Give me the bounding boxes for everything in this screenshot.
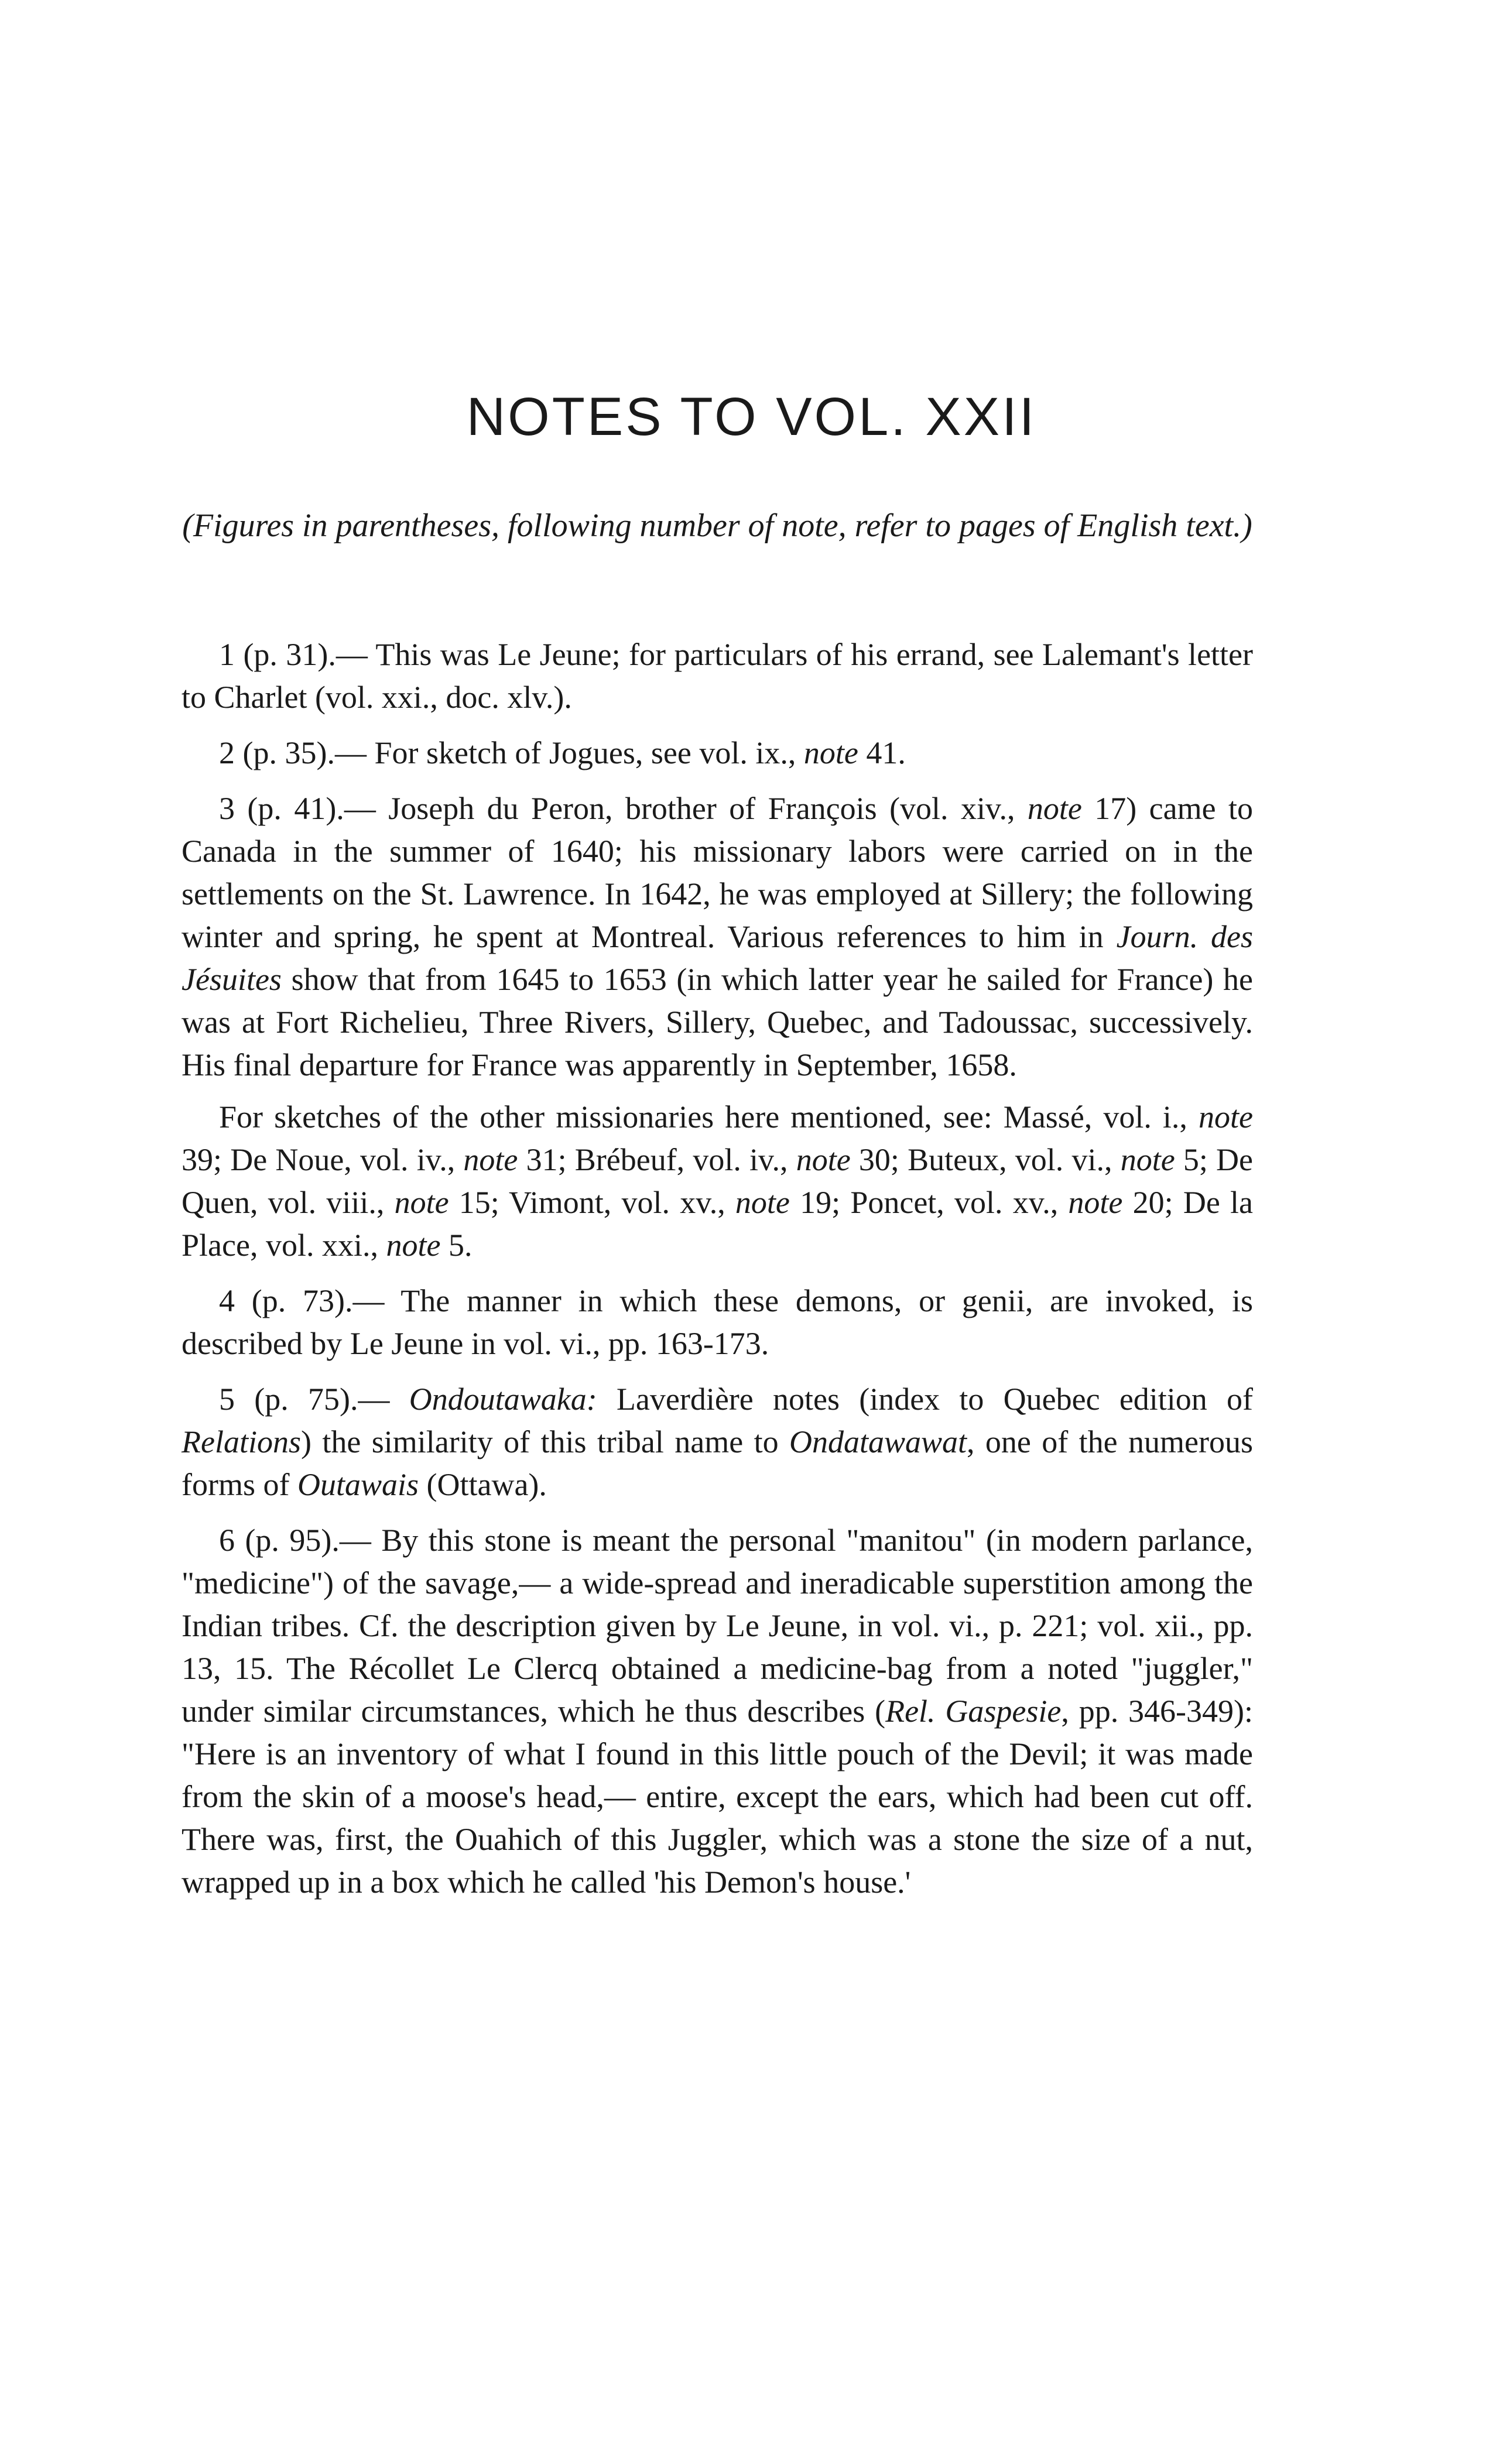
note-word: note	[1027, 791, 1082, 826]
note-text: 20; De la Place, vol. xxi.,	[182, 1185, 1253, 1263]
note-text: — The manner in which these demons, or genii, are invoked, is described by Le Jeune in vol. vi., pp. 163-173.	[182, 1283, 1254, 1361]
note-number: 4	[219, 1283, 235, 1318]
note-text: 41.	[858, 735, 906, 770]
note-5	[182, 1378, 1253, 1506]
note-text: , pp. 346-349): "Here is an inventory of what I found in this little pouch of the Devil; it was made from the skin of a moose's head,— entire, except the ears, which had been cut off. There was, first, the Ouahich of this Juggler, which was a stone the size of a nut, wrapped up in a box which he called 'his Demon's house.'	[182, 1694, 1254, 1900]
note-2	[182, 732, 1253, 775]
page-title: NOTES TO VOL. XXII	[466, 387, 1037, 447]
note-page-ref: (p. 73).	[251, 1283, 353, 1318]
note-text: 5.	[440, 1228, 473, 1263]
italic-text: Ondatawawat	[789, 1424, 967, 1459]
note-text: 17) came to Canada in the summer of 1640; his missionary labors were carried on in the settlements on the St. Lawrence. In 1642, he was employed at Sillery; the following winter and spring, he spent at Montreal. Various references to him in	[182, 791, 1254, 954]
note-body	[182, 1523, 1253, 1900]
note-text: 39; De Noue, vol. iv.,	[182, 1142, 464, 1177]
note-text: 31; Brébeuf, vol. iv.,	[518, 1142, 796, 1177]
note-number: 6	[219, 1523, 235, 1558]
note-page-ref: (p. 31).	[243, 637, 336, 672]
italic-text: Relations	[182, 1424, 301, 1459]
note-text: 15; Vimont, vol. xv.,	[448, 1185, 735, 1220]
journal-title: Journ. des Jésuites	[182, 919, 1253, 997]
note-4	[182, 1280, 1253, 1365]
note-text: — For sketch of Jogues, see vol. ix.,	[334, 735, 804, 770]
note-number: 3	[219, 791, 235, 826]
note-text: 19; Poncet, vol. xv.,	[789, 1185, 1069, 1220]
note-text: 30; Buteux, vol. vi.,	[850, 1142, 1121, 1177]
note-text: — By this stone is meant the personal "manitou" (in modern parlance, "medicine") of the savage,— a wide-spread and ineradicable superstition among the Indian tribes. Cf. the description given by Le Jeune, in vol. vi., p. 221; vol. xii., pp. 13, 15. The Récollet Le Clercq obtained a medicine-bag from a noted "juggler," under similar circumstances, which he thus describes (	[182, 1523, 1254, 1729]
italic-text: Ondoutawaka:	[409, 1382, 597, 1417]
note-text: (Ottawa).	[419, 1467, 547, 1502]
notes-list	[182, 633, 1253, 1917]
italic-text: Outawais	[297, 1467, 419, 1502]
note-number: 2	[219, 735, 235, 770]
note-text: Laverdière notes (index to Quebec edition of	[597, 1382, 1254, 1417]
italic-text: note	[735, 1185, 790, 1220]
note-3	[182, 787, 1253, 1087]
note-text: For sketches of the other missionaries here mentioned, see: Massé, vol. i.,	[219, 1099, 1199, 1135]
italic-text: note	[796, 1142, 851, 1177]
note-number: 5	[219, 1382, 235, 1417]
italic-text: note	[386, 1228, 441, 1263]
note-word: note	[803, 735, 858, 770]
italic-text: note	[463, 1142, 518, 1177]
note-page-ref: (p. 35).	[242, 735, 335, 770]
italic-text: note	[1120, 1142, 1175, 1177]
note-3-continuation	[182, 1096, 1253, 1267]
note-6	[182, 1519, 1253, 1904]
note-text: show that from 1645 to 1653 (in which latter year he sailed for France) he was at Fort Richelieu, Three Rivers, Sillery, Quebec, and Tadoussac, successively. His final departure for France was apparently in September, 1658.	[182, 962, 1253, 1082]
note-text: 5; De Quen, vol. viii.,	[182, 1142, 1254, 1220]
note-text: —	[358, 1382, 409, 1417]
note-number: 1	[219, 637, 235, 672]
note-text: — Joseph du Peron, brother of François (vol. xiv.,	[344, 791, 1028, 826]
italic-text: note	[1068, 1185, 1123, 1220]
note-text: ) the similarity of this tribal name to	[300, 1424, 789, 1459]
note-text: , one of the numerous forms of	[182, 1424, 1253, 1502]
italic-text: note	[394, 1185, 449, 1220]
note-1	[182, 633, 1253, 719]
note-text: — This was Le Jeune; for particulars of his errand, see Lalemant's letter to Charlet (vol. xxi., doc. xlv.).	[182, 637, 1253, 715]
italic-text: note	[1199, 1099, 1253, 1135]
page-subtitle: (Figures in parentheses, following number of note, refer to pages of English text.)	[182, 508, 1252, 544]
note-page-ref: (p. 95).	[245, 1523, 340, 1558]
note-page-ref: (p. 75).	[254, 1382, 358, 1417]
note-page-ref: (p. 41).	[247, 791, 344, 826]
italic-text: Rel. Gaspesie	[885, 1694, 1062, 1729]
